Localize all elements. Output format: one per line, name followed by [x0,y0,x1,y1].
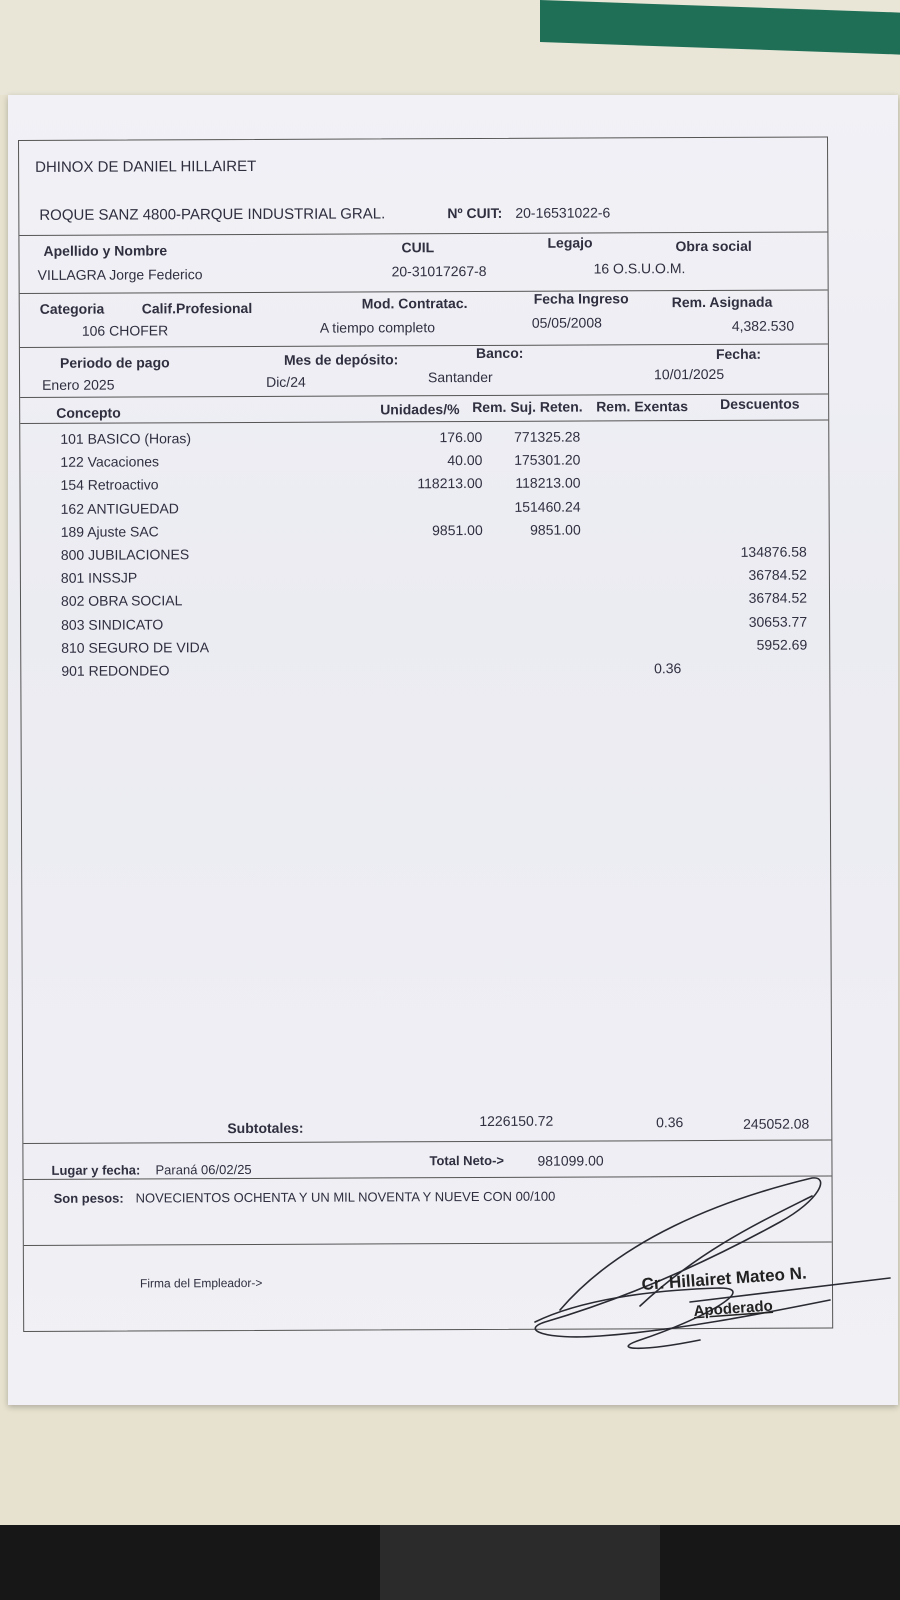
son-pesos-label: Son pesos: [53,1190,124,1206]
cuil-header: CUIL [401,239,435,256]
employer-name: DHINOX DE DANIEL HILLAIRET [35,157,257,176]
cuit-value: 20-16531022-6 [515,204,611,221]
table-row [21,636,829,656]
row-unidades: 176.00 [439,428,483,446]
lugar-fecha-value: Paraná 06/02/25 [155,1161,252,1178]
fecha-ingreso-header: Fecha Ingreso [533,290,629,307]
table-row [20,427,828,447]
banco-value: Santander [428,368,493,386]
row-concepto: 801 INSSJP [60,569,138,586]
subtotal-descuentos: 245052.08 [743,1115,810,1132]
stamp-name: Cr. Hillairet Mateo N. [640,1263,808,1294]
calif-header: Calif.Profesional [141,299,253,317]
payslip-form [18,136,833,1332]
banco-header: Banco: [475,344,524,362]
row-unidades: 9851.00 [432,521,483,539]
row-rem-suj: 118213.00 [515,474,581,491]
fecha-ingreso-value: 05/05/2008 [531,314,602,331]
categoria-header: Categoria [39,300,105,317]
divider [20,343,828,348]
divider [19,231,827,236]
rem-asignada-header: Rem. Asignada [671,293,773,311]
row-concepto: 162 ANTIGUEDAD [60,500,179,517]
divider [23,1139,831,1144]
employee-legajo-obra: 16 O.S.U.O.M. [593,260,686,277]
row-concepto: 810 SEGURO DE VIDA [61,639,210,656]
table-row [21,497,829,517]
table-row [21,589,829,609]
row-concepto: 802 OBRA SOCIAL [60,592,183,609]
row-descuentos: 5952.69 [756,636,808,653]
row-concepto: 800 JUBILACIONES [60,546,190,563]
periodo-value: Enero 2025 [42,376,115,393]
firma-empleador-label: Firma del Empleador-> [139,1275,263,1291]
employer-address: ROQUE SANZ 4800-PARQUE INDUSTRIAL GRAL. [39,205,386,224]
lugar-fecha-label: Lugar y fecha: [51,1162,141,1178]
divider [24,1175,832,1180]
row-descuentos: 36784.52 [748,589,808,606]
unidades-header: Unidades/% [380,401,460,418]
table-row [21,613,829,633]
subtotal-rem-exentas: 0.36 [656,1114,684,1131]
row-descuentos: 30653.77 [748,613,808,630]
row-descuentos: 36784.52 [748,566,807,583]
subtotal-rem-suj: 1226150.72 [479,1112,554,1129]
row-unidades: 118213.00 [417,474,483,492]
row-concepto: 803 SINDICATO [61,616,164,633]
legajo-header: Legajo [547,234,593,251]
employee-name: VILLAGRA Jorge Federico [37,266,203,283]
subtotals-label: Subtotales: [227,1119,304,1137]
mes-deposito-value: Dic/24 [266,373,306,390]
divider [24,1241,832,1246]
rem-exentas-header: Rem. Exentas [596,398,689,415]
mod-contratac-value: A tiempo completo [319,319,436,336]
row-rem-suj: 9851.00 [530,521,581,538]
row-concepto: 901 REDONDEO [61,662,170,679]
table-row [20,473,828,493]
row-descuentos: 134876.58 [740,543,807,560]
obra-social-header: Obra social [675,237,752,255]
employee-cuil: 20-31017267-8 [391,262,487,280]
mod-contratac-header: Mod. Contratac. [361,295,468,312]
descuentos-header: Descuentos [720,395,800,412]
table-row [20,450,828,470]
table-row [21,659,829,679]
total-neto-label: Total Neto-> [429,1152,505,1169]
table-row [21,543,829,563]
floor-tile [380,1525,660,1600]
rem-suj-header: Rem. Suj. Reten. [472,398,583,416]
fecha-header: Fecha: [715,345,762,362]
divider [20,393,828,398]
row-concepto: 154 Retroactivo [60,476,159,493]
categoria-value: 106 CHOFER [81,322,169,339]
floor-background [0,1525,900,1600]
row-concepto: 122 Vacaciones [60,453,160,470]
row-unidades: 40.00 [447,451,483,469]
fecha-value: 10/01/2025 [653,365,725,383]
cuit-label: Nº CUIT: [447,204,503,222]
table-row [21,520,829,540]
mes-deposito-header: Mes de depósito: [283,351,399,368]
employee-name-header: Apellido y Nombre [43,242,168,259]
row-rem-suj: 151460.24 [514,498,581,515]
periodo-header: Periodo de pago [59,354,170,371]
row-concepto: 189 Ajuste SAC [60,523,159,540]
row-concepto: 101 BASICO (Horas) [60,430,192,447]
total-neto-value: 981099.00 [537,1152,604,1169]
rem-asignada-value: 4,382.530 [731,317,795,334]
row-rem-suj: 771325.28 [514,428,581,445]
row-rem-suj: 175301.20 [514,451,581,468]
divider [20,419,828,424]
son-pesos-value: NOVECIENTOS OCHENTA Y UN MIL NOVENTA Y NUEVE CON 00/100 [135,1188,556,1206]
concepto-header: Concepto [56,404,121,421]
table-row [21,566,829,586]
stamp-role: Apoderado [693,1297,774,1320]
row-rem-exentas: 0.36 [654,660,682,677]
